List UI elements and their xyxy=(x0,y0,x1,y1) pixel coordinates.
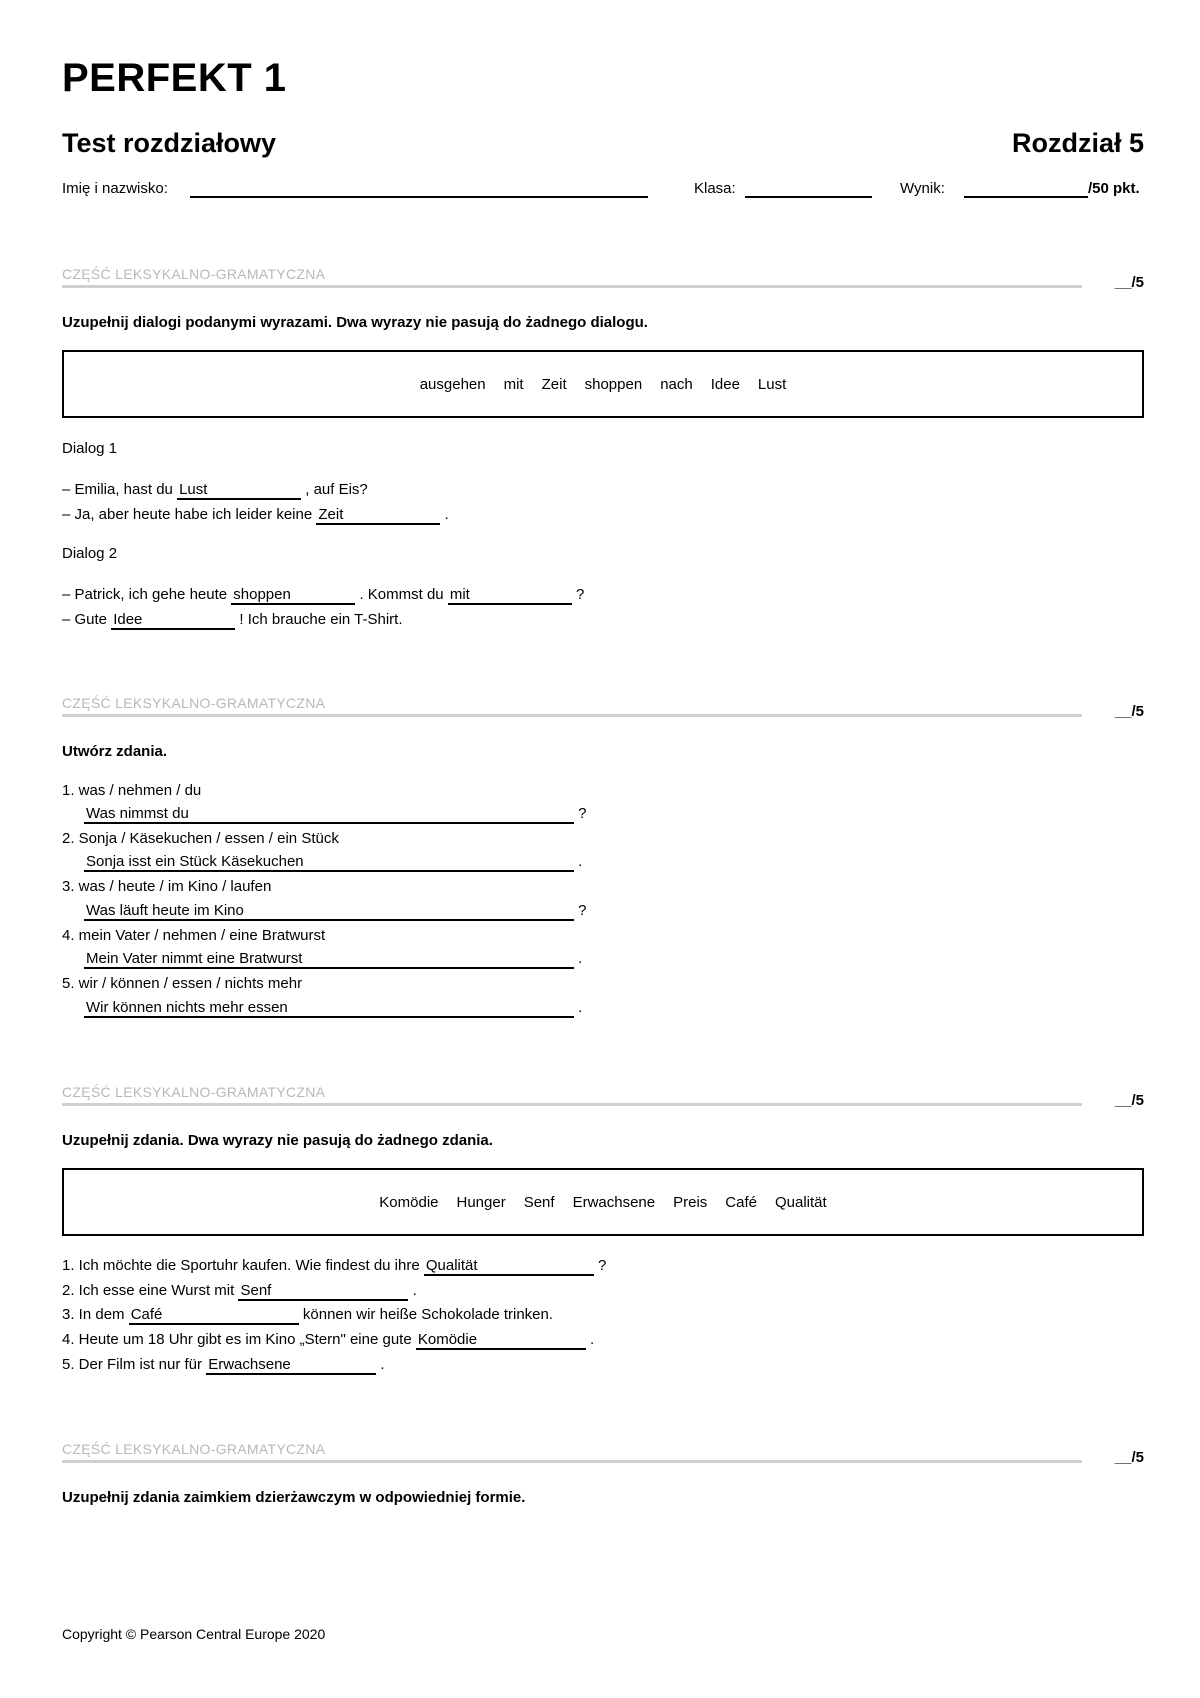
word-bank-item: Café xyxy=(725,1193,757,1211)
word-bank-item: Hunger xyxy=(456,1193,506,1211)
answer-blank[interactable]: Mein Vater nimmt eine Bratwurst xyxy=(84,950,574,969)
section-4-score: __/5 xyxy=(1114,1449,1144,1466)
word-bank-item: mit xyxy=(503,375,524,393)
exercise-answer-line: Sonja isst ein Stück Käsekuchen . xyxy=(86,853,583,870)
exercise-answer-line: Wir können nichts mehr essen . xyxy=(86,999,583,1016)
name-field[interactable] xyxy=(190,196,648,198)
answer-blank[interactable]: Café xyxy=(129,1306,299,1325)
section-1-heading: CZĘŚĆ LEKSYKALNO-GRAMATYCZNA xyxy=(62,266,1082,288)
exercise-sentence: 3. In dem Café können wir heiße Schokolade trinken. xyxy=(62,1306,554,1323)
exercise-prompt: 4. mein Vater / nehmen / eine Bratwurst xyxy=(62,927,326,944)
dialog-1-line-1: – Emilia, hast du Lust , auf Eis? xyxy=(62,481,368,498)
section-4-heading: CZĘŚĆ LEKSYKALNO-GRAMATYCZNA xyxy=(62,1441,1082,1463)
answer-blank[interactable]: Was nimmst du xyxy=(84,805,574,824)
dialog-2-line-1: – Patrick, ich gehe heute shoppen . Kommst du mit ? xyxy=(62,586,585,603)
exercise-prompt: 1. was / nehmen / du xyxy=(62,782,202,799)
exercise-prompt: 2. Sonja / Käsekuchen / essen / ein Stück xyxy=(62,830,339,847)
word-bank-item: ausgehen xyxy=(419,375,486,393)
answer-blank[interactable]: Qualität xyxy=(424,1257,594,1276)
word-bank-item: Idee xyxy=(710,375,740,393)
answer-blank[interactable]: Erwachsene xyxy=(206,1356,376,1375)
answer-blank[interactable]: shoppen xyxy=(231,586,355,605)
exercise-sentence: 1. Ich möchte die Sportuhr kaufen. Wie findest du ihre Qualität ? xyxy=(62,1257,607,1274)
section-3-score: __/5 xyxy=(1114,1092,1144,1109)
answer-blank[interactable]: Was läuft heute im Kino xyxy=(84,902,574,921)
score-field[interactable] xyxy=(964,196,1088,198)
word-bank-item: shoppen xyxy=(584,375,643,393)
answer-blank[interactable]: Zeit xyxy=(316,506,440,525)
section-3-instruction: Uzupełnij zdania. Dwa wyrazy nie pasują do żadnego zdania. xyxy=(62,1132,493,1149)
answer-blank[interactable]: Sonja isst ein Stück Käsekuchen xyxy=(84,853,574,872)
answer-blank[interactable]: Komödie xyxy=(416,1331,586,1350)
exercise-sentence: 4. Heute um 18 Uhr gibt es im Kino „Stern" eine gute Komödie . xyxy=(62,1331,595,1348)
class-label: Klasa: xyxy=(694,180,736,197)
answer-blank[interactable]: Senf xyxy=(238,1282,408,1301)
section-1-score: __/5 xyxy=(1114,274,1144,291)
answer-blank[interactable]: Idee xyxy=(111,611,235,630)
exercise-answer-line: Was läuft heute im Kino ? xyxy=(86,902,587,919)
section-4-instruction: Uzupełnij zdania zaimkiem dzierżawczym w odpowiedniej formie. xyxy=(62,1489,526,1506)
exercise-answer-line: Mein Vater nimmt eine Bratwurst . xyxy=(86,950,583,967)
answer-blank[interactable]: mit xyxy=(448,586,572,605)
word-bank-item: Zeit xyxy=(541,375,567,393)
section-1-instruction: Uzupełnij dialogi podanymi wyrazami. Dwa wyrazy nie pasują do żadnego dialogu. xyxy=(62,314,648,331)
exercise-prompt: 3. was / heute / im Kino / laufen xyxy=(62,878,272,895)
chapter-label: Rozdział 5 xyxy=(1011,128,1144,158)
exercise-sentence: 5. Der Film ist nur für Erwachsene . xyxy=(62,1356,385,1373)
answer-blank[interactable]: Wir können nichts mehr essen xyxy=(84,999,574,1018)
copyright-footer: Copyright © Pearson Central Europe 2020 xyxy=(62,1626,326,1642)
name-label: Imię i nazwisko: xyxy=(62,180,168,197)
section-2-heading: CZĘŚĆ LEKSYKALNO-GRAMATYCZNA xyxy=(62,695,1082,717)
page-title: PERFEKT 1 xyxy=(62,56,287,100)
section-3-heading: CZĘŚĆ LEKSYKALNO-GRAMATYCZNA xyxy=(62,1084,1082,1106)
dialog-1-line-2: – Ja, aber heute habe ich leider keine Zeit . xyxy=(62,506,449,523)
word-bank-item: nach xyxy=(660,375,693,393)
class-field[interactable] xyxy=(745,196,872,198)
exercise-answer-line: Was nimmst du ? xyxy=(86,805,587,822)
word-bank-item: Qualität xyxy=(774,1193,827,1211)
word-bank-item: Senf xyxy=(523,1193,555,1211)
dialog-1-title: Dialog 1 xyxy=(62,440,118,457)
dialog-2-title: Dialog 2 xyxy=(62,545,118,562)
word-bank-item: Komödie xyxy=(379,1193,439,1211)
word-bank-item: Erwachsene xyxy=(572,1193,656,1211)
word-bank-item: Preis xyxy=(673,1193,708,1211)
score-label: Wynik: xyxy=(900,180,945,197)
word-bank-3 xyxy=(62,1168,1144,1236)
score-total: /50 pkt. xyxy=(1088,180,1140,197)
word-bank-item: Lust xyxy=(757,375,787,393)
exercise-sentence: 2. Ich esse eine Wurst mit Senf . xyxy=(62,1282,417,1299)
exercise-prompt: 5. wir / können / essen / nichts mehr xyxy=(62,975,303,992)
test-subtitle: Test rozdziałowy xyxy=(62,128,277,158)
section-2-instruction: Utwórz zdania. xyxy=(62,743,168,760)
word-bank-1 xyxy=(62,350,1144,418)
answer-blank[interactable]: Lust xyxy=(177,481,301,500)
section-2-score: __/5 xyxy=(1114,703,1144,720)
dialog-2-line-2: – Gute Idee ! Ich brauche ein T-Shirt. xyxy=(62,611,403,628)
